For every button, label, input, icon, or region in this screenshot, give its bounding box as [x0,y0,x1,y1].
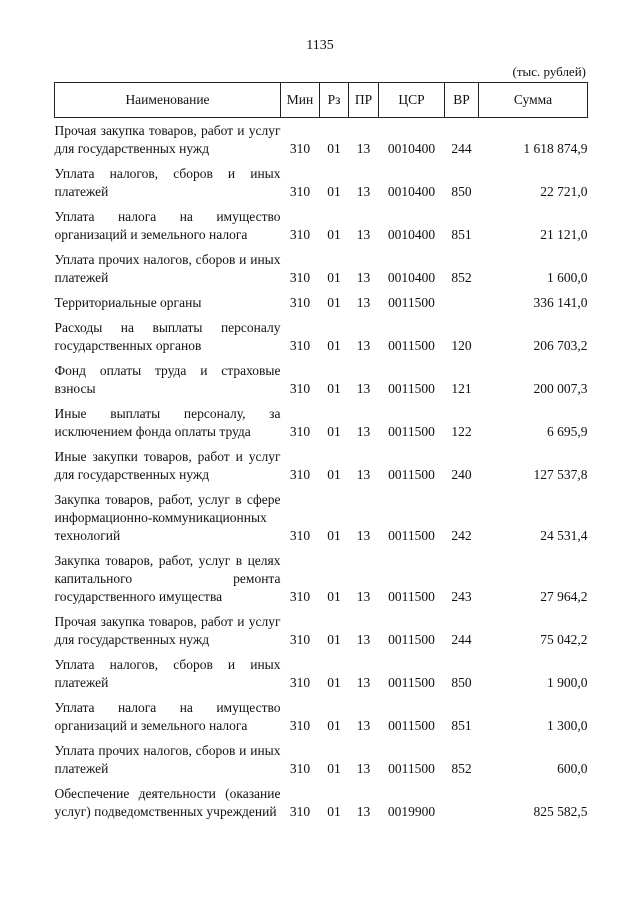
table-row [55,609,588,652]
cell-pr: 13 [356,804,371,819]
cell-min: 310 [289,589,311,604]
cell-pr: 13 [356,141,371,156]
table-row [55,695,588,738]
cell-min: 310 [289,675,311,690]
cell-name: Иные закупки товаров, работ и услуг для государственных нужд [54,449,281,482]
cell-sum: 21 121,0 [540,227,588,242]
cell-pr: 13 [356,589,371,604]
table-row [55,444,588,487]
header-rz: Рз [320,83,349,118]
cell-min: 310 [289,227,311,242]
cell-csr: 0011500 [388,467,435,482]
cell-pr: 13 [356,467,371,482]
cell-rz: 01 [327,632,341,647]
cell-csr: 0011500 [388,675,435,690]
cell-rz: 01 [327,295,341,310]
table-row [55,315,588,358]
table-row [55,401,588,444]
cell-csr: 0011500 [388,589,435,604]
cell-pr: 13 [356,632,371,647]
units-label: (тыс. рублей) [512,64,586,79]
cell-name: Прочая закупка товаров, работ и услуг для государственных нужд [54,614,281,647]
cell-rz: 01 [327,184,341,199]
cell-sum: 600,0 [557,761,588,776]
table-row [55,161,588,204]
header-sum: Сумма [479,83,588,118]
table-row [55,781,588,824]
cell-name: Расходы на выплаты персоналу государственных органов [54,320,281,353]
cell-vr: 852 [451,761,472,776]
cell-sum: 200 007,3 [533,381,588,396]
cell-csr: 0010400 [387,270,436,285]
cell-vr [445,290,479,315]
table-row [55,290,588,315]
cell-sum: 1 600,0 [547,270,588,285]
cell-min: 310 [289,338,311,353]
cell-rz: 01 [327,675,341,690]
cell-name: Уплата налогов, сборов и иных платежей [54,166,281,199]
cell-min: 310 [289,184,311,199]
cell-rz: 01 [327,761,341,776]
cell-vr: 122 [451,424,472,439]
header-name: Наименование [55,83,281,118]
header-csr: ЦСР [379,83,445,118]
table-row [55,118,588,162]
cell-pr: 13 [356,675,371,690]
cell-min: 310 [289,141,311,156]
cell-min: 310 [289,761,311,776]
cell-csr: 0011500 [388,761,435,776]
budget-table [54,82,588,824]
cell-name: Фонд оплаты труда и страховые взносы [54,363,281,396]
cell-csr: 0010400 [387,184,436,199]
cell-rz: 01 [327,528,341,543]
cell-csr: 0011500 [388,338,435,353]
cell-vr: 850 [451,675,472,690]
cell-vr [445,781,479,824]
cell-pr: 13 [356,227,371,242]
header-min: Мин [281,83,320,118]
cell-min: 310 [289,467,311,482]
cell-csr: 0011500 [388,528,435,543]
table-body [55,118,588,825]
cell-name: Иные выплаты персоналу, за исключением фонда оплаты труда [54,406,281,439]
cell-vr: 243 [451,589,472,604]
cell-sum: 24 531,4 [540,528,588,543]
cell-rz: 01 [327,141,341,156]
table-row [55,204,588,247]
table-row [55,358,588,401]
table-row [55,738,588,781]
cell-name: Уплата прочих налогов, сборов и иных платежей [54,743,281,776]
cell-min: 310 [289,295,311,310]
header-pr: ПР [349,83,379,118]
cell-min: 310 [289,528,311,543]
cell-csr: 0010400 [387,227,436,242]
cell-vr: 121 [451,381,472,396]
cell-rz: 01 [327,718,341,733]
cell-name: Прочая закупка товаров, работ и услуг для государственных нужд [54,123,281,156]
cell-vr: 851 [451,718,472,733]
cell-min: 310 [289,270,311,285]
cell-rz: 01 [327,467,341,482]
cell-csr: 0011500 [388,295,435,310]
table-row [55,652,588,695]
cell-vr: 244 [451,632,472,647]
page-number: 1135 [306,38,334,53]
cell-min: 310 [289,381,311,396]
cell-sum: 27 964,2 [540,589,588,604]
table-row [55,487,588,548]
cell-vr: 242 [451,528,472,543]
cell-vr: 120 [451,338,472,353]
cell-min: 310 [289,718,311,733]
cell-name: Территориальные органы [54,295,202,310]
cell-rz: 01 [327,338,341,353]
cell-sum: 22 721,0 [540,184,588,199]
cell-min: 310 [289,424,311,439]
cell-name: Уплата прочих налогов, сборов и иных платежей [54,252,281,285]
cell-name: Закупка товаров, работ, услуг в сфере информационно-коммуникационных технологий [54,492,281,543]
cell-sum: 336 141,0 [533,295,588,310]
cell-pr: 13 [356,338,371,353]
cell-vr: 240 [451,467,472,482]
cell-vr: 850 [451,184,472,199]
table-row [55,548,588,609]
cell-min: 310 [289,632,311,647]
cell-name: Закупка товаров, работ, услуг в целях капитального ремонта государственного имущества [54,553,281,604]
cell-sum: 825 582,5 [533,804,588,819]
table-header [55,83,588,118]
cell-csr: 0011500 [388,381,435,396]
cell-sum: 1 900,0 [547,675,588,690]
cell-vr: 852 [451,270,472,285]
cell-rz: 01 [327,270,341,285]
cell-pr: 13 [356,295,371,310]
cell-name: Обеспечение деятельности (оказание услуг) подведомственных учреждений [54,786,281,819]
cell-csr: 0019900 [387,804,436,819]
cell-name: Уплата налога на имущество организаций и земельного налога [54,700,281,733]
cell-vr: 244 [451,141,472,156]
cell-pr: 13 [356,184,371,199]
cell-sum: 1 618 874,9 [523,141,588,156]
cell-csr: 0010400 [387,141,436,156]
cell-sum: 75 042,2 [540,632,588,647]
header-vr: ВР [445,83,479,118]
cell-pr: 13 [356,761,371,776]
cell-min: 310 [289,804,311,819]
cell-name: Уплата налогов, сборов и иных платежей [54,657,281,690]
cell-rz: 01 [327,589,341,604]
cell-vr: 851 [451,227,472,242]
cell-name: Уплата налога на имущество организаций и земельного налога [54,209,281,242]
cell-rz: 01 [327,804,341,819]
cell-pr: 13 [356,381,371,396]
cell-sum: 1 300,0 [547,718,588,733]
cell-pr: 13 [356,528,371,543]
cell-pr: 13 [356,718,371,733]
cell-rz: 01 [327,424,341,439]
cell-sum: 6 695,9 [547,424,588,439]
cell-rz: 01 [327,381,341,396]
cell-pr: 13 [356,270,371,285]
cell-pr: 13 [356,424,371,439]
cell-csr: 0011500 [388,424,435,439]
cell-sum: 206 703,2 [533,338,588,353]
cell-sum: 127 537,8 [533,467,588,482]
table-row [55,247,588,290]
cell-csr: 0011500 [388,632,435,647]
cell-rz: 01 [327,227,341,242]
cell-csr: 0011500 [388,718,435,733]
